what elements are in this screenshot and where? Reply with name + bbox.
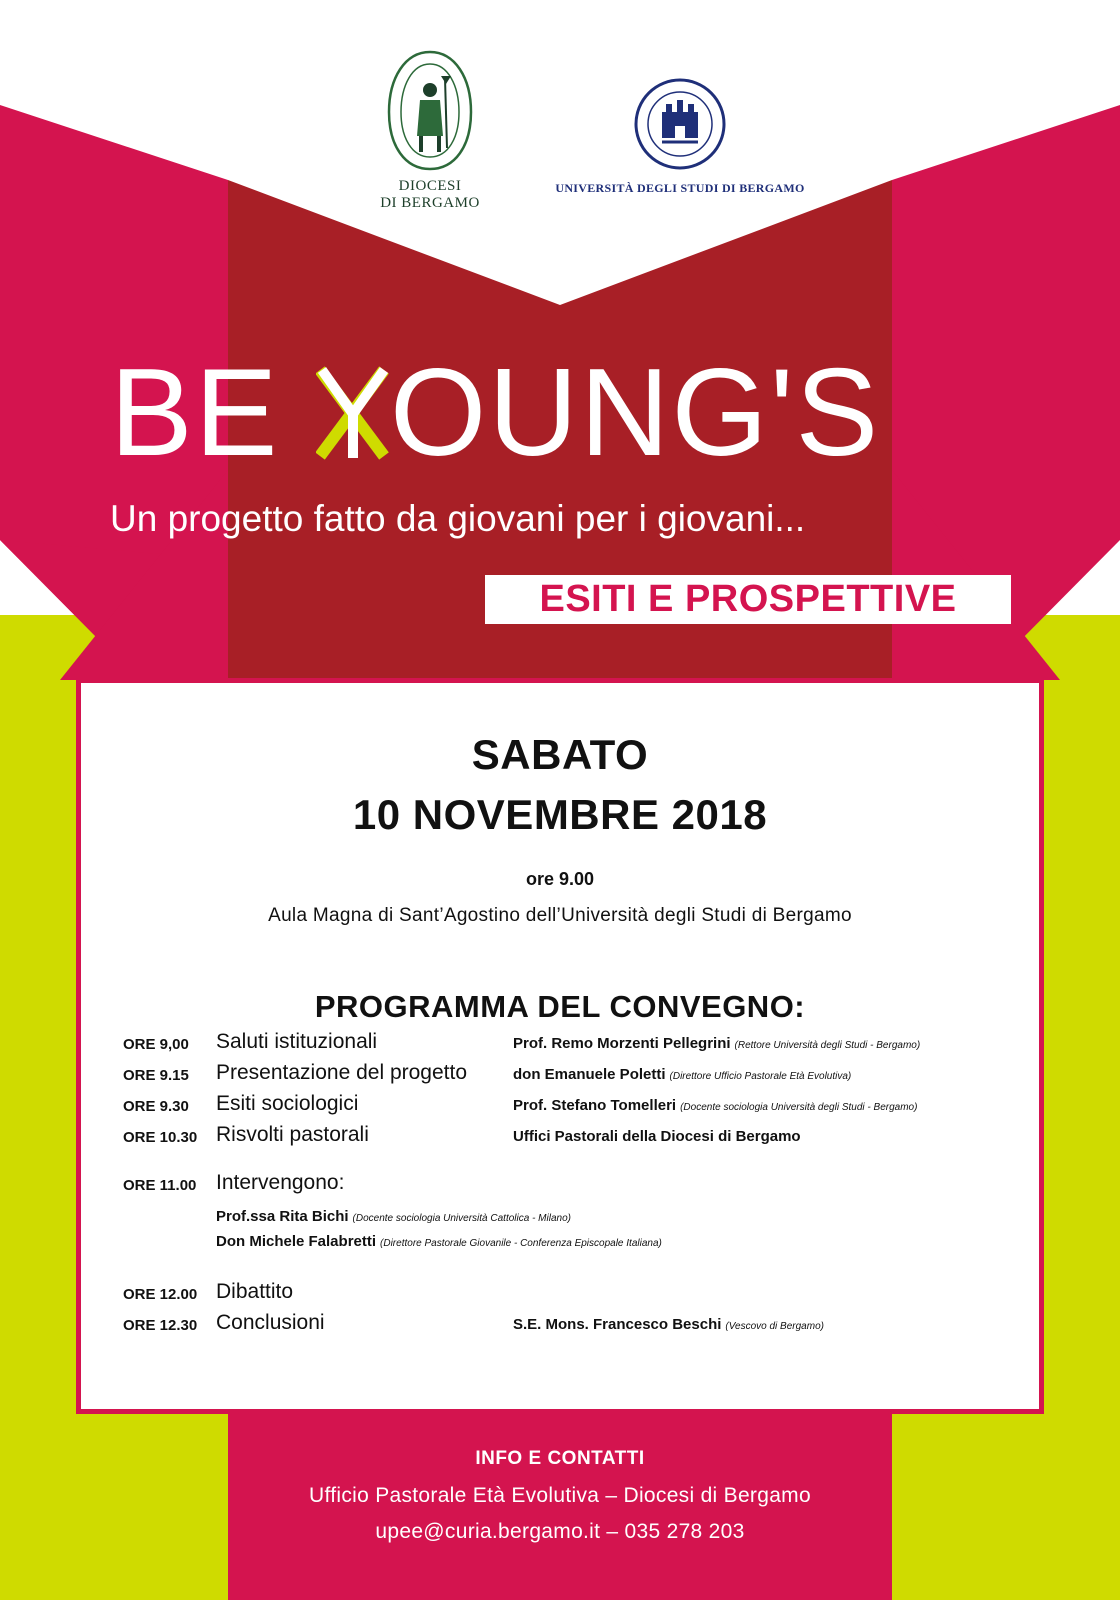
event-day: SABATO bbox=[471, 731, 649, 778]
row-time: ORE 12.00 bbox=[123, 1286, 198, 1303]
row-time: ORE 9.15 bbox=[123, 1067, 189, 1084]
diocesi-logo bbox=[370, 48, 490, 212]
speaker-name: Uffici Pastorali della Diocesi di Bergamo bbox=[513, 1128, 801, 1145]
event-venue: Aula Magna di Sant’Agostino dell’Università degli Studi di Bergamo bbox=[268, 905, 852, 926]
guest-speaker bbox=[216, 1233, 662, 1250]
program-row bbox=[123, 1311, 1043, 1341]
guest-role: (Docente sociologia Università Cattolica - Milano) bbox=[352, 1213, 571, 1224]
title-part1: BE bbox=[110, 344, 316, 482]
row-time: ORE 9.30 bbox=[123, 1098, 189, 1115]
speaker-name: Prof. Stefano Tomelleri bbox=[513, 1097, 677, 1114]
university-name: UNIVERSITÀ DEGLI STUDI DI BERGAMO bbox=[555, 181, 805, 195]
row-time: ORE 11.00 bbox=[123, 1177, 197, 1194]
university-seal-icon bbox=[634, 78, 726, 170]
program-row bbox=[123, 1171, 1043, 1201]
info-title: INFO E CONTATTI bbox=[475, 1448, 645, 1469]
speaker-role: (Vescovo di Bergamo) bbox=[725, 1321, 824, 1332]
diocesi-seal-icon bbox=[385, 48, 475, 173]
event-time: ore 9.00 bbox=[525, 869, 595, 889]
program-row bbox=[123, 1280, 1043, 1310]
guest-speaker bbox=[216, 1208, 571, 1225]
speaker-role: (Docente sociologia Università degli Studi - Bergamo) bbox=[680, 1102, 918, 1113]
info-contacts bbox=[228, 1448, 892, 1544]
row-time: ORE 12.30 bbox=[123, 1317, 198, 1334]
event-title bbox=[110, 344, 1020, 482]
row-topic: Presentazione del progetto bbox=[216, 1061, 468, 1084]
speaker-role: (Rettore Università degli Studi - Bergamo) bbox=[734, 1040, 921, 1051]
university-logo bbox=[545, 78, 815, 196]
row-time: ORE 10.30 bbox=[123, 1129, 198, 1146]
row-topic: Dibattito bbox=[216, 1280, 294, 1303]
guest-name: Prof.ssa Rita Bichi bbox=[216, 1208, 349, 1225]
title-part2: OUNG'S bbox=[389, 344, 881, 482]
diocesi-name-line1: DIOCESI bbox=[398, 178, 462, 194]
event-date: 10 NOVEMBRE 2018 bbox=[352, 791, 768, 838]
row-speaker bbox=[513, 1035, 920, 1052]
xy-letter-icon bbox=[316, 348, 390, 478]
row-speaker bbox=[513, 1066, 851, 1083]
row-topic: Intervengono: bbox=[216, 1171, 345, 1194]
row-speaker bbox=[513, 1316, 824, 1333]
program-title: PROGRAMMA DEL CONVEGNO: bbox=[314, 989, 806, 1024]
row-topic: Risvolti pastorali bbox=[216, 1123, 369, 1146]
guest-name: Don Michele Falabretti bbox=[216, 1233, 377, 1250]
row-speaker bbox=[513, 1097, 917, 1114]
row-time: ORE 9,00 bbox=[123, 1036, 189, 1053]
guest-role: (Direttore Pastorale Giovanile - Conferenza Episcopale Italiana) bbox=[380, 1238, 662, 1249]
row-topic: Saluti istituzionali bbox=[216, 1030, 378, 1053]
speaker-role: (Direttore Ufficio Pastorale Età Evolutiva) bbox=[669, 1071, 852, 1082]
row-speaker bbox=[513, 1128, 801, 1145]
program-card bbox=[76, 678, 1044, 1414]
speaker-name: don Emanuele Poletti bbox=[513, 1066, 666, 1083]
esiti-badge: ESITI E PROSPETTIVE bbox=[485, 575, 1011, 624]
row-topic: Esiti sociologici bbox=[216, 1092, 359, 1115]
title-xy-glyph bbox=[316, 348, 390, 478]
diocesi-name-line2: DI BERGAMO bbox=[380, 195, 480, 211]
info-contact[interactable]: upee@curia.bergamo.it – 035 278 203 bbox=[375, 1520, 745, 1543]
program-row bbox=[123, 1092, 1043, 1122]
program-row bbox=[123, 1123, 1043, 1153]
speaker-name: Prof. Remo Morzenti Pellegrini bbox=[513, 1035, 731, 1052]
program-row bbox=[123, 1030, 1043, 1060]
event-subtitle: Un progetto fatto da giovani per i giovani... bbox=[110, 498, 806, 539]
speaker-name: S.E. Mons. Francesco Beschi bbox=[513, 1316, 722, 1333]
program-row bbox=[123, 1061, 1043, 1091]
row-topic: Conclusioni bbox=[216, 1311, 325, 1334]
info-office: Ufficio Pastorale Età Evolutiva – Diocesi di Bergamo bbox=[309, 1484, 811, 1507]
